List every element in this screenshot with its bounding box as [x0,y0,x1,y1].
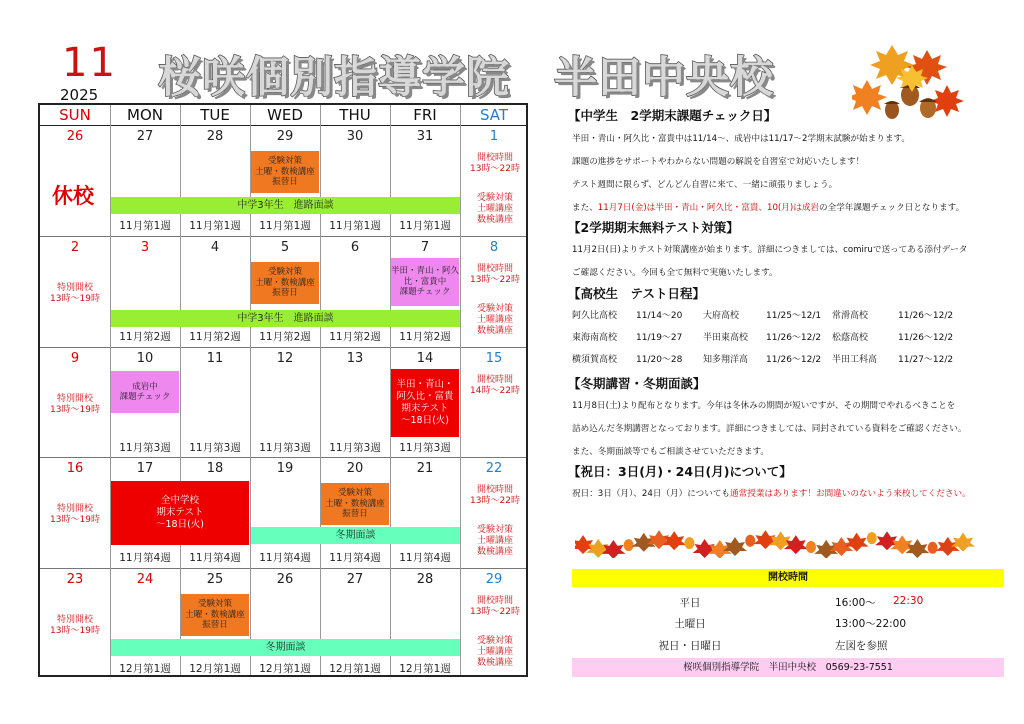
exam-dates: 11/20～28 [636,355,683,365]
exam-check-line-4-dates: 11月7日(金)は半田・青山・阿久比・富貴、10(月)は成岩 [597,203,820,213]
day-number: 27 [346,572,364,587]
week-label: 12月第1週 [119,663,171,675]
hours-time-late: 22:30 [893,595,924,607]
day-number: 30 [346,129,364,144]
holiday-line-prefix: 祝日：3日（月）、24日（月）についても [572,489,731,499]
day-number: 15 [485,351,503,366]
weekday-sun: SUN [59,106,91,124]
day-number: 21 [416,461,434,476]
saturday-open-hours: 開校時間 14時～22時 [470,375,520,396]
school-name: 阿久比高校 [572,311,618,321]
day-number: 14 [416,351,434,366]
school-name: 松蔭高校 [832,333,869,343]
sunday-special-open: 特別開校 13時～19時 [50,504,100,525]
exam-prep-makeup-event: 受験対策 土曜・数検講座 振替日 [251,151,319,193]
garland-leaf [928,542,938,554]
week-label: 11月第4週 [329,552,381,564]
autumn-garland-icon [575,528,975,558]
week-label: 11月第4週 [399,552,451,564]
holiday-line [572,487,971,499]
holiday-line-notice: 通常授業はあります！お間違いのないよう来校してください。 [730,489,971,499]
sunday-special-open: 特別開校 13時～19時 [50,394,100,415]
day-number: 10 [136,351,154,366]
week-label: 11月第2週 [189,331,241,343]
day-number: 4 [210,240,220,255]
saturday-courses: 受験対策 土曜講座 数検講座 [476,193,513,225]
section-heading-free-test: 【2学期期末無料テスト対策】 [568,220,739,235]
day-number: 13 [346,351,364,366]
month-number: 11 [62,40,117,86]
saturday-courses: 受験対策 土曜講座 数検講座 [476,636,513,668]
assignment-check-event: 半田・青山・阿久 比・富貴中 課題チェック [391,258,459,306]
weekday-mon: MON [127,106,163,124]
term-exam-event: 半田・青山・ 阿久比・富貴 期末テスト ～18日(火) [391,369,459,437]
year-label: 2025 [60,86,99,104]
day-number: 6 [350,240,360,255]
week-label: 12月第1週 [399,663,451,675]
exam-check-line-1: 半田・青山・阿久比・富貴中は11/14～、成岩中は11/17～2学期末試験が始まります。 [572,134,910,144]
week-label: 11月第1週 [399,220,451,232]
day-number: 1 [489,129,499,144]
school-name: 東海南高校 [572,333,618,343]
exam-check-line-4-suffix: の全学年課題チェック日となります。 [819,203,965,213]
free-test-line-1: 11月2日(日)よりテスト対策講座が始まります。詳細につきましては、comiruで送ってある添付データ [572,245,968,255]
all-junior-high-exam-event: 全中学校 期末テスト ～18日(火) [111,481,249,545]
hours-label: 土曜日 [674,618,706,630]
school-name: 常滑高校 [832,311,869,321]
autumn-leaves-icon [852,40,967,130]
section-heading-winter: 【冬期講習・冬期面談】 [568,376,706,391]
day-number: 25 [206,572,224,587]
winter-line-1: 11月8日(土)より配布となります。今年は冬休みの期間が短いですが、その期間でやれるべきことを [572,401,956,411]
day-number: 17 [136,461,154,476]
footer-contact: 桜咲個別指導学院 半田中央校 0569-23-7551 [572,658,1004,677]
week-label: 11月第4週 [189,552,241,564]
section-heading-holiday: 【祝日：3日(月)・24日(月)について】 [568,464,792,479]
week-label: 11月第3週 [329,442,381,454]
saturday-open-hours: 開校時間 13時～22時 [470,485,520,506]
section-heading-hs-schedule: 【高校生 テスト日程】 [568,286,706,301]
exam-prep-makeup-event: 受験対策 土曜・数検講座 振替日 [321,483,389,525]
week-label: 11月第1週 [119,220,171,232]
day-number: 26 [276,572,294,587]
exam-dates: 11/26～12/2 [898,333,954,343]
week-label: 11月第4週 [119,552,171,564]
day-number: 5 [280,240,290,255]
school-name: 半田工科高 [832,355,878,365]
day-number: 28 [416,572,434,587]
day-number: 29 [485,572,503,587]
weekday-sat: SAT [479,106,509,124]
week-label: 11月第3週 [189,442,241,454]
exam-check-line-2: 課題の進捗をサポートやわからない問題の解説を自習室で対応いたします！ [572,157,865,167]
hours-time: 16:00～ [835,597,876,609]
saturday-courses: 受験対策 土曜講座 数検講座 [476,525,513,557]
exam-dates: 11/26～12/2 [898,311,954,321]
week-label: 11月第3週 [259,442,311,454]
week-label: 12月第1週 [189,663,241,675]
day-number: 28 [206,129,224,144]
day-number: 7 [420,240,430,255]
day-number: 27 [136,129,154,144]
sunday-special-open: 特別開校 13時～19時 [50,283,100,304]
day-number: 11 [206,351,224,366]
exam-dates: 11/14～20 [636,311,683,321]
school-name: 横須賀高校 [572,355,618,365]
day-number: 22 [485,461,503,476]
day-number: 24 [136,572,154,587]
weekday-tue: TUE [200,106,230,124]
garland-leaf [684,537,694,549]
week-divider [40,457,526,458]
hours-time: 13:00～22:00 [835,618,907,630]
day-number: 18 [206,461,224,476]
month-calendar [38,103,528,677]
week-label: 11月第3週 [119,442,171,454]
week-label: 11月第3週 [399,442,451,454]
week-label: 11月第2週 [329,331,381,343]
day-number: 23 [66,572,84,587]
week-label: 11月第2週 [259,331,311,343]
week-label: 12月第1週 [259,663,311,675]
weekday-thu: THU [339,106,371,124]
exam-check-line-4-prefix: また、 [572,203,598,213]
exam-prep-makeup-event: 受験対策 土曜・数検講座 振替日 [251,262,319,304]
exam-dates: 11/27～12/2 [898,355,954,365]
closed-label: 休校 [52,184,94,208]
day-column-divider [320,105,321,675]
week-label: 12月第1週 [329,663,381,675]
week-label: 11月第2週 [119,331,171,343]
exam-prep-makeup-event: 受験対策 土曜・数検講座 振替日 [181,594,249,636]
garland-leaf [624,539,634,551]
garland-leaf [745,535,755,547]
winter-line-3: また、冬期面談等でもご相談させていただきます。 [572,447,769,457]
week-divider [40,236,526,237]
week-label: 11月第2週 [399,331,451,343]
career-interview-bar: 中学3年生 進路面談 [111,197,460,214]
week-label: 11月第4週 [259,552,311,564]
header-divider [40,125,526,126]
section-heading-exam-check: 【中学生 2学期末課題チェック日】 [568,108,777,123]
week-label: 11月第1週 [259,220,311,232]
hours-time: 左図を参照 [835,640,888,652]
weekday-fri: FRI [413,106,437,124]
week-divider [40,568,526,569]
garland-leaf [806,541,816,553]
hours-title: 開校時間 [572,569,1004,587]
day-number: 2 [70,240,80,255]
exam-dates: 11/25～12/1 [766,311,822,321]
week-divider [40,347,526,348]
hours-label: 平日 [679,597,701,609]
weekday-wed: WED [267,106,303,124]
sunday-special-open: 特別開校 13時～19時 [50,615,100,636]
garland-leaf [867,532,877,544]
day-number: 26 [66,129,84,144]
week-label: 11月第1週 [189,220,241,232]
school-name: 大府高校 [703,311,740,321]
winter-line-2: 詰め込んだ冬期講習となっております。詳細につきましては、同封されている資料をご確認ください。 [572,424,967,434]
exam-dates: 11/26～12/2 [766,333,822,343]
winter-interview-bar: 冬期面談 [251,527,460,544]
day-number: 20 [346,461,364,476]
day-number: 8 [489,240,499,255]
day-number: 19 [276,461,294,476]
saturday-open-hours: 開校時間 13時～22時 [470,596,520,617]
day-column-divider [180,105,181,675]
school-title: 桜咲個別指導学院 半田中央校 [158,53,774,103]
day-number: 9 [70,351,80,366]
free-test-line-2: ご確認ください。今回も全て無料で実施いたします。 [572,268,778,278]
winter-interview-bar: 冬期面談 [111,639,460,656]
day-number: 16 [66,461,84,476]
school-name: 半田東高校 [703,333,749,343]
week-label: 11月第1週 [329,220,381,232]
exam-check-line-3: テスト週間に限らず、どんどん自習に来て、一緒に頑張りましょう。 [572,180,838,190]
day-number: 29 [276,129,294,144]
career-interview-bar: 中学3年生 進路面談 [111,310,460,327]
school-name: 知多翔洋高 [703,355,749,365]
day-number: 3 [140,240,150,255]
saturday-open-hours: 開校時間 13時～22時 [470,153,520,174]
exam-dates: 11/26～12/2 [766,355,822,365]
saturday-courses: 受験対策 土曜講座 数検講座 [476,304,513,336]
exam-check-line-4 [572,201,964,213]
day-number: 31 [416,129,434,144]
assignment-check-event: 成岩中 課題チェック [111,371,179,413]
saturday-open-hours: 開校時間 13時～22時 [470,264,520,285]
hours-label: 祝日・日曜日 [658,640,722,652]
exam-dates: 11/19～27 [636,333,683,343]
day-number: 12 [276,351,294,366]
day-column-divider [460,105,461,675]
